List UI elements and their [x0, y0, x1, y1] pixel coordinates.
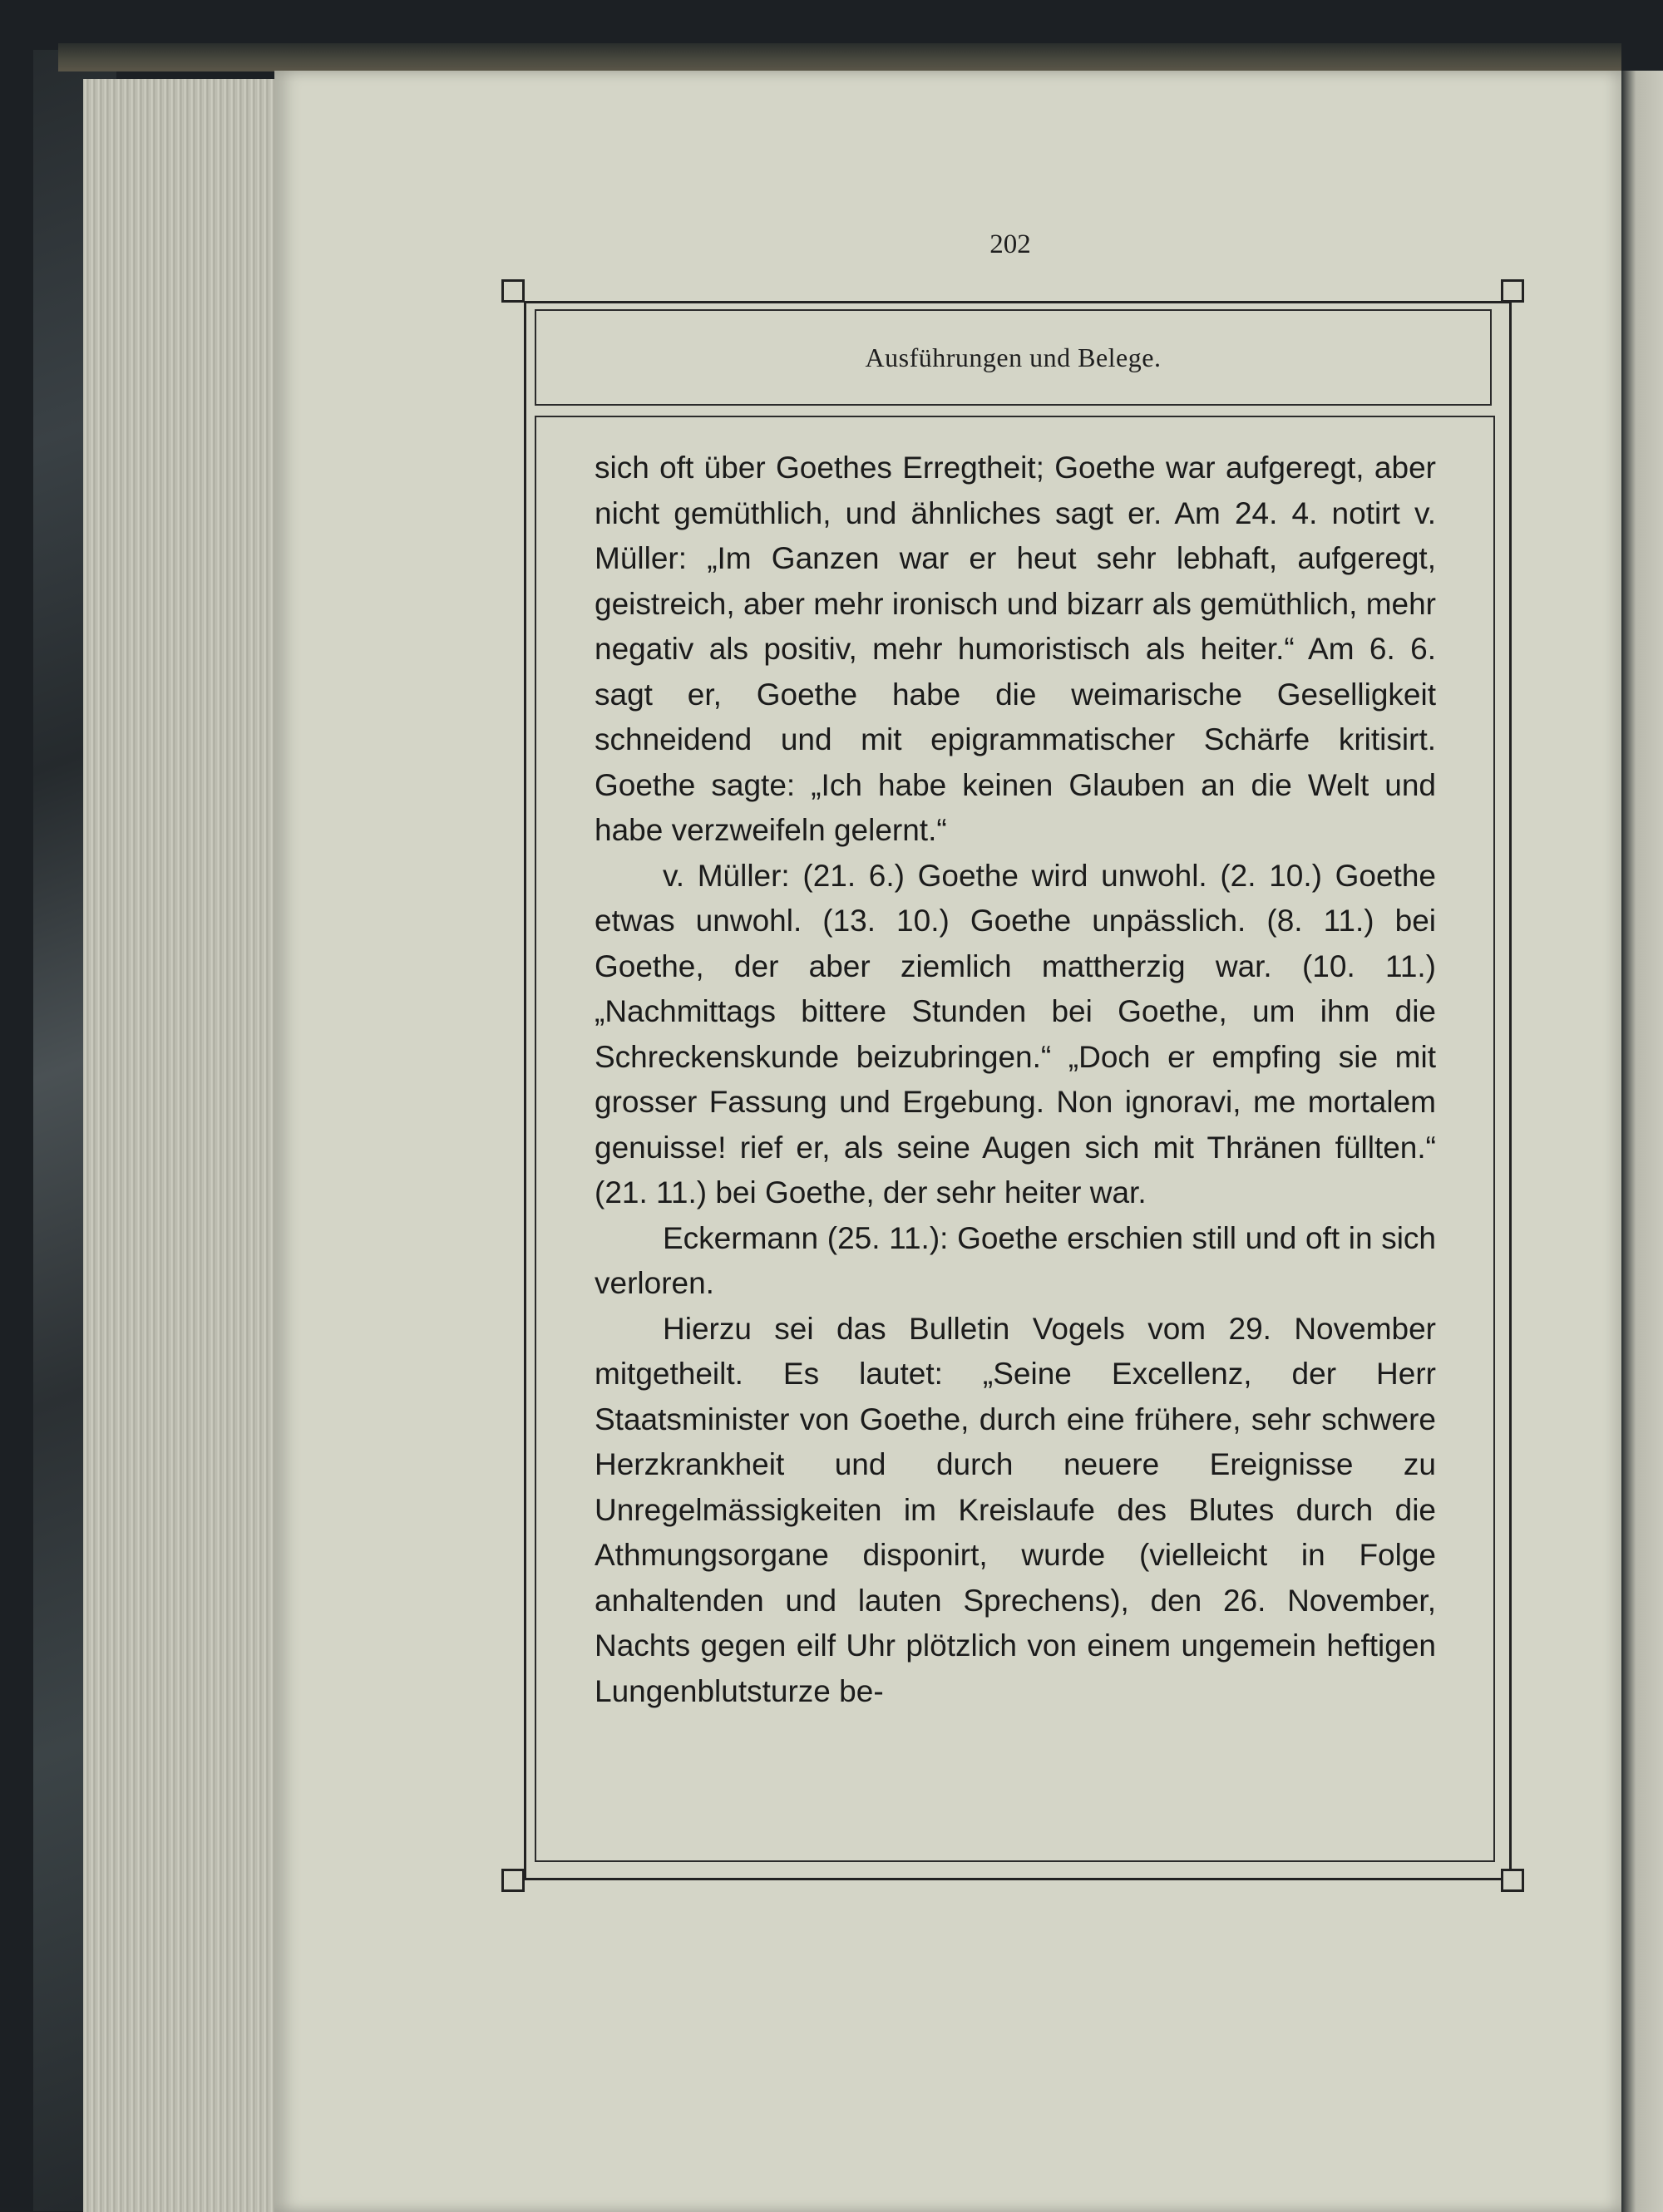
book-spine-edge: [58, 43, 1621, 71]
page-edges: [83, 79, 274, 2212]
paragraph: sich oft über Goethes Erregtheit; Goethe war aufgeregt, aber nicht gemüthlich, und ähnliches sagt er. Am 24. 4. notirt v. Müller: „Im Ganzen war er heut sehr lebhaft, aufgeregt, geistreich, aber mehr ironisch und bizarr als gemüthlich, mehr negativ als positiv, mehr humoristisch als heiter.“ Am 6. 6. sagt er, Goethe habe die weimarische Geselligkeit schneidend und mit epigrammatischer Schärfe kritisirt. Goethe sagte: „Ich habe keinen Glauben an die Welt und habe verzweifeln gelernt.“: [595, 451, 1436, 847]
frame-corner-top-left: [501, 279, 525, 303]
facing-page-edge: [1621, 71, 1663, 2212]
page-number: 202: [989, 229, 1031, 259]
running-header: Ausführungen und Belege.: [865, 342, 1162, 372]
frame-corner-top-right: [1501, 279, 1524, 303]
body-text: [595, 446, 1436, 1714]
paragraph: Hierzu sei das Bulletin Vogels vom 29. November mitgetheilt. Es lautet: „Seine Excellenz, der Herr Staatsminister von Goethe, durch eine frühere, sehr schwere Herzkrankheit und durch neuere Ereignisse zu Unregelmässigkeiten im Kreislaufe des Blutes durch die Athmungsorgane disponirt, wurde (vielleicht in Folge anhaltenden und lauten Sprechens), den 26. November, Nachts gegen eilf Uhr plötzlich von einem ungemein heftigen Lungenblutsturze be-: [595, 1311, 1436, 1708]
paragraph: Eckermann (25. 11.): Goethe erschien still und oft in sich verloren.: [595, 1220, 1436, 1300]
frame-corner-bottom-left: [501, 1869, 525, 1892]
running-header-box: [535, 309, 1492, 406]
paragraph: v. Müller: (21. 6.) Goethe wird unwohl. (2. 10.) Goethe etwas unwohl. (13. 10.) Goethe unpässlich. (8. 11.) bei Goethe, der aber ziemlich mattherzig war. (10. 11.) „Nachmittags bittere Stunden bei Goethe, um ihm die Schreckenskunde beizubringen.“ „Doch er empfing sie mit grosser Fassung und Ergebung. Non ignoravi, me mortalem genuisse! rief er, als seine Augen sich mit Thränen füllten.“ (21. 11.) bei Goethe, der sehr heiter war.: [595, 858, 1436, 1209]
text-box: [535, 416, 1495, 1862]
frame-corner-bottom-right: [1501, 1869, 1524, 1892]
